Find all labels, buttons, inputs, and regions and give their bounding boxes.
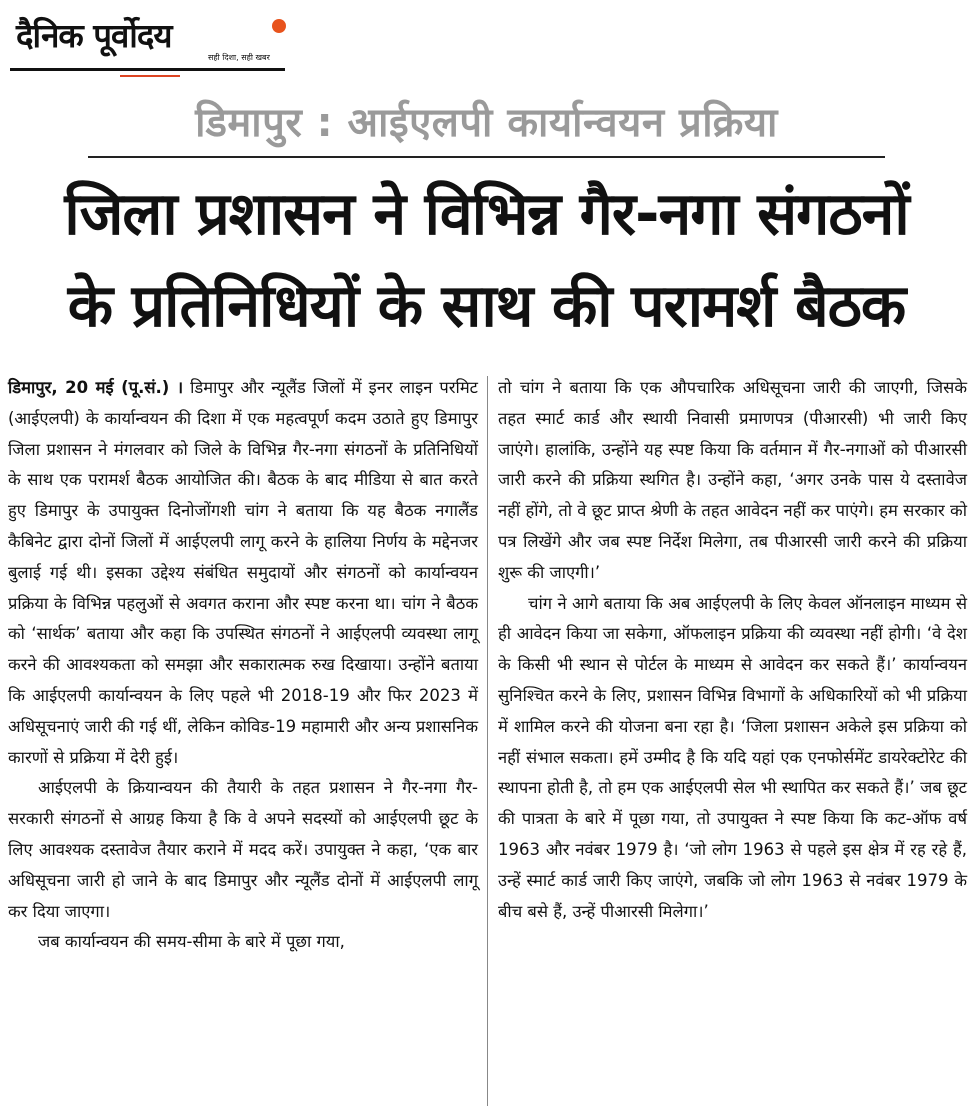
newspaper-logo: दैनिक पूर्वोदय [16, 16, 172, 55]
logo-dot-icon [272, 19, 286, 33]
masthead [10, 8, 285, 70]
article-paragraph: चांग ने आगे बताया कि अब आईएलपी के लिए केवल ऑनलाइन माध्यम से ही आवेदन किया जा सकेगा, ऑफलाइन प्रक्रिया की व्यवस्था नहीं होगी। ‘वे देश के किसी भी स्थान से पोर्टल के माध्यम से आवेदन कर सकते हैं।’ कार्यान्वयन सुनिश्चित करने के लिए, प्रशासन विभिन्न विभागों के अधिकारियों को भी प्रक्रिया में शामिल करने की योजना बना रहा है। ‘जिला प्रशासन अकेले इस प्रक्रिया को नहीं संभाल सकता। हमें उम्मीद है कि यदि यहां एक एनफोर्समेंट डायरेक्टोरेट की स्थापना होती है, तो हम एक आईएलपी सेल भी स्थापित कर सकते हैं।’ जब छूट की पात्रता के बारे में पूछा गया, तो उपायुक्त ने स्पष्ट किया कि कट-ऑफ वर्ष 1963 और नवंबर 1979 है। ‘जो लोग 1963 से पहले इस क्षेत्र में रह रहे हैं, उन्हें स्मार्ट कार्ड जारी किए जाएंगे, जबकि जो लोग 1963 से नवंबर 1979 के बीच बसे हैं, उन्हें पीआरसी मिलेगा।’ [498, 593, 967, 921]
column-divider [487, 376, 488, 1106]
dateline: डिमापुर, 20 मई (पू.सं.) । [8, 378, 184, 397]
masthead-accent-rule [120, 75, 180, 77]
logo-tagline: सही दिशा, सही खबर [208, 53, 270, 62]
masthead-rule [10, 68, 285, 71]
article-column-right [498, 373, 967, 927]
article-paragraph [8, 373, 478, 773]
kicker-text: डिमापुर : आईएलपी कार्यान्वयन प्रक्रिया [195, 100, 778, 146]
article-paragraph: तो चांग ने बताया कि एक औपचारिक अधिसूचना जारी की जाएगी, जिसके तहत स्मार्ट कार्ड और स्थायी निवासी प्रमाणपत्र (पीआरसी) भी जारी किए जाएंगे। हालांकि, उन्होंने यह स्पष्ट किया कि वर्तमान में गैर-नगाओं को पीआरसी जारी करने की प्रक्रिया स्थगित है। उन्होंने कहा, ‘अगर उनके पास ये दस्तावेज नहीं होंगे, तो वे छूट प्राप्त श्रेणी के तहत आवेदन नहीं कर पाएंगे। हम सरकार को पत्र लिखेंगे और जब स्पष्ट निर्देश मिलेगा, तब पीआरसी जारी करने की प्रक्रिया शुरू की जाएगी।’ [498, 378, 967, 582]
article-paragraph: जब कार्यान्वयन की समय-सीमा के बारे में पूछा गया, [38, 932, 345, 952]
headline-line-1: जिला प्रशासन ने विभिन्न गैर-नगा संगठनों [64, 179, 909, 248]
article-kicker [88, 94, 885, 158]
article-column-left [8, 373, 478, 958]
article-paragraph: आईएलपी के क्रियान्वयन की तैयारी के तहत प्रशासन ने गैर-नगा गैर-सरकारी संगठनों से आग्रह किया है कि वे अपने सदस्यों को आईएलपी छूट के लिए आवश्यक दस्तावेज तैयार कराने में मदद करें। उपायुक्त ने कहा, ‘एक बार अधिसूचना जारी हो जाने के बाद डिमापुर और न्यूलैंड दोनों में आईएलपी लागू कर दिया जाएगा। [8, 778, 478, 921]
article-headline [20, 168, 953, 352]
paragraph-text: डिमापुर और न्यूलैंड जिलों में इनर लाइन परमिट (आईएलपी) के कार्यान्वयन की दिशा में एक महत्वपूर्ण कदम उठाते हुए डिमापुर जिला प्रशासन ने मंगलवार को जिले के विभिन्न गैर-नगा संगठनों के प्रतिनिधियों के साथ एक परामर्श बैठक आयोजित की। बैठक के बाद मीडिया से बात करते हुए डिमापुर के उपायुक्त दिनोजोंगशी चांग ने बताया कि यह बैठक नगालैंड कैबिनेट द्वारा दोनों जिलों में आईएलपी लागू करने के हालिया निर्णय के मद्देनजर बुलाई गई थी। इसका उद्देश्य संबंधित समुदायों और संगठनों को कार्यान्वयन प्रक्रिया के विभिन्न पहलुओं से अवगत कराना और स्पष्ट करना था। चांग ने बैठक को ‘सार्थक’ बताया और कहा कि उपस्थित संगठनों ने आईएलपी व्यवस्था लागू करने की आवश्यकता को समझा और सकारात्मक रुख दिखाया। उन्होंने बताया कि आईएलपी कार्यान्वयन के लिए पहले भी 2018-19 और फिर 2023 में अधिसूचनाएं जारी की गई थीं, लेकिन कोविड-19 महामारी और अन्य प्रशासनिक कारणों से प्रक्रिया में देरी हुई। [8, 378, 479, 767]
headline-line-2: के प्रतिनिधियों के साथ की परामर्श बैठक [67, 271, 906, 340]
